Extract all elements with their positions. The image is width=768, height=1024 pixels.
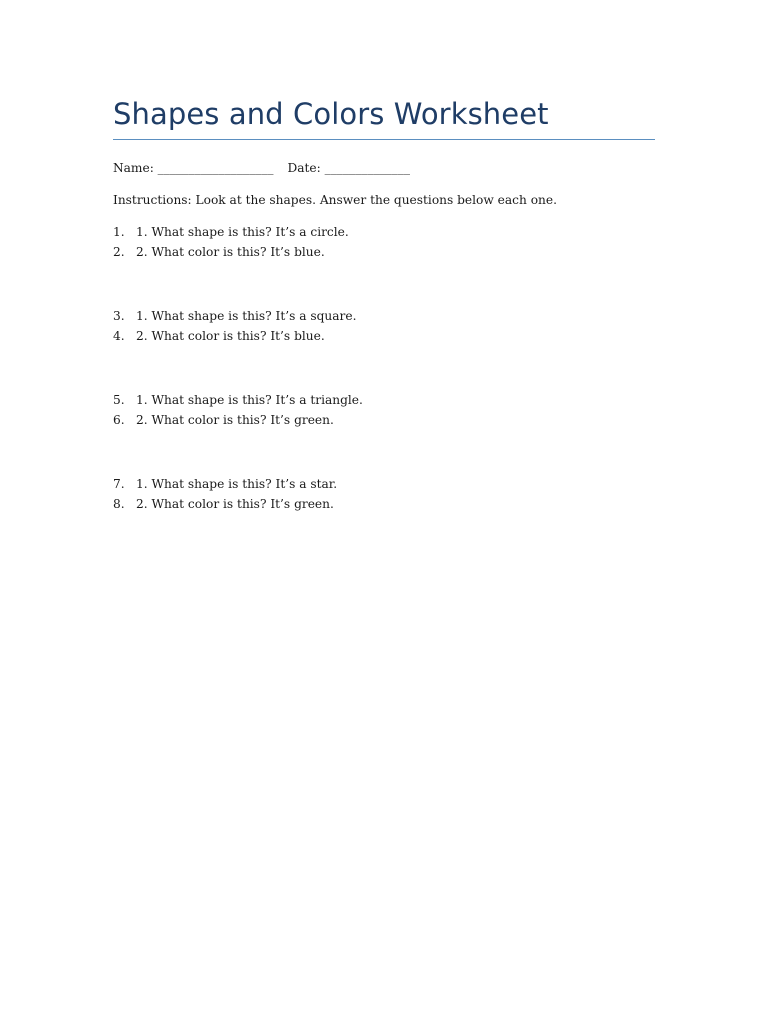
list-number: 8. — [113, 497, 125, 511]
list-item — [113, 308, 655, 328]
list-number: 7. — [113, 477, 125, 491]
name-date-line — [113, 160, 410, 176]
question-text: 2. What color is this? It’s green. — [136, 497, 334, 511]
document-title: Shapes and Colors Worksheet — [113, 97, 549, 131]
question-text: 1. What shape is this? It’s a triangle. — [136, 393, 363, 407]
document-page — [113, 0, 655, 1024]
question-list — [113, 224, 655, 516]
list-item — [113, 224, 655, 244]
title-underline — [113, 139, 655, 140]
list-item — [113, 496, 655, 516]
question-text: 1. What shape is this? It’s a square. — [136, 309, 357, 323]
instructions: Instructions: Look at the shapes. Answer the questions below each one. — [113, 193, 557, 207]
list-number: 1. — [113, 225, 125, 239]
list-number: 5. — [113, 393, 125, 407]
date-field[interactable]: Date: ______________ — [287, 161, 410, 175]
list-item — [113, 412, 655, 432]
list-number: 3. — [113, 309, 125, 323]
list-item — [113, 244, 655, 264]
question-text: 1. What shape is this? It’s a circle. — [136, 225, 349, 239]
name-field[interactable]: Name: ___________________ — [113, 161, 274, 175]
list-number: 2. — [113, 245, 125, 259]
question-text: 2. What color is this? It’s blue. — [136, 245, 325, 259]
question-text: 2. What color is this? It’s green. — [136, 413, 334, 427]
list-item — [113, 392, 655, 412]
question-text: 1. What shape is this? It’s a star. — [136, 477, 338, 491]
question-text: 2. What color is this? It’s blue. — [136, 329, 325, 343]
list-number: 6. — [113, 413, 125, 427]
list-number: 4. — [113, 329, 125, 343]
list-item — [113, 476, 655, 496]
list-item — [113, 328, 655, 348]
